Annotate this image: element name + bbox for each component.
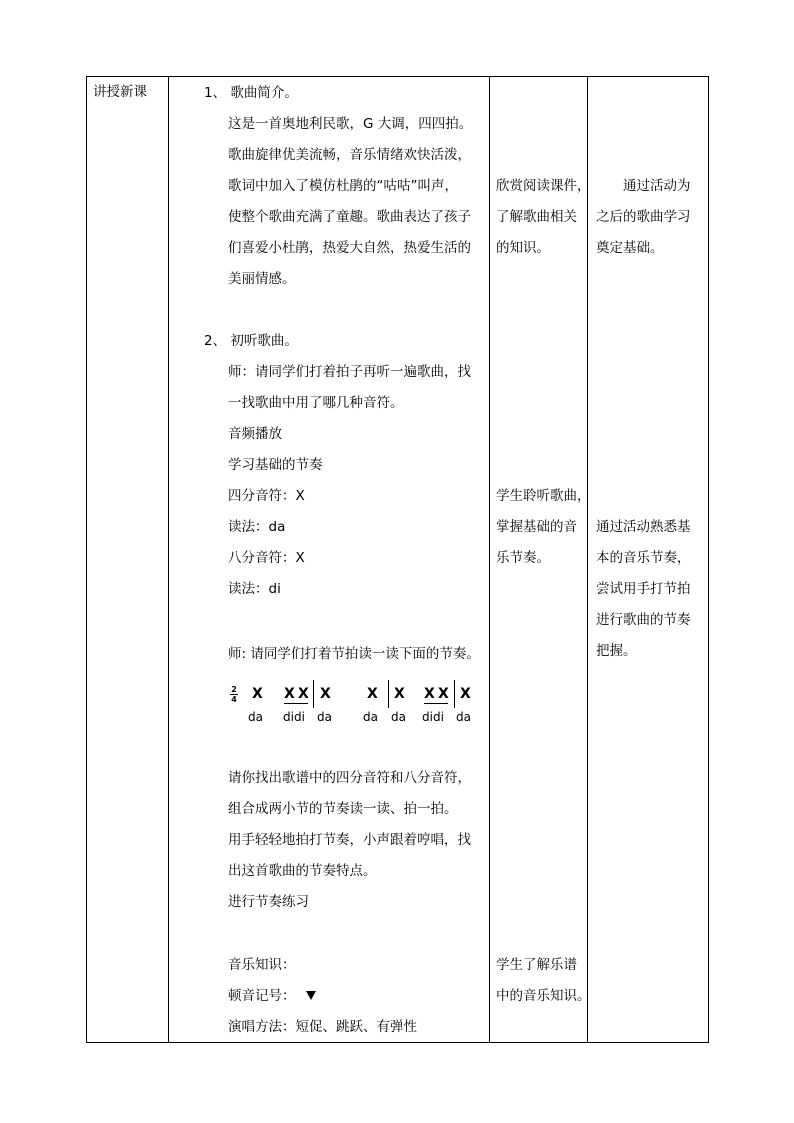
rhythm-syllable: da: [391, 710, 406, 724]
staccato-label: 顿音记号：: [228, 988, 296, 1004]
intro-line: 使整个歌曲充满了童趣。歌曲表达了孩子: [228, 209, 471, 225]
rhythm-syllable: didi: [283, 710, 305, 724]
rhythm-note: X: [252, 686, 263, 702]
intro-line: 们喜爱小杜鹃，热爱大自然，热爱生活的: [228, 240, 471, 256]
stage-label: 讲授新课: [93, 84, 147, 100]
rhythm-note: X: [424, 686, 435, 702]
listen-line: 师：请同学们打着拍子再听一遍歌曲，找: [228, 364, 471, 380]
rhythm-note: X: [438, 686, 449, 702]
rhythm-note: X: [394, 686, 405, 702]
bar-line: [388, 680, 389, 708]
practice-line: 进行节奏练习: [228, 894, 309, 910]
design-intent-line: 尝试用手打节拍: [596, 581, 691, 597]
stage-cell: [87, 77, 169, 1043]
rhythm-note: X: [298, 686, 309, 702]
design-intent-line: 奠定基础。: [596, 240, 664, 256]
eighth-note-beam: [284, 703, 308, 704]
student-activity-line: 掌握基础的音: [496, 519, 577, 535]
listen-line: 四分音符：X: [228, 488, 305, 504]
section-1-heading: 1、 歌曲简介。: [204, 85, 298, 101]
bar-line: [313, 680, 314, 708]
design-intent-line: 把握。: [596, 643, 637, 659]
eighth-note-beam: [424, 703, 448, 704]
student-activity-line: 欣赏阅读课件，: [496, 178, 591, 194]
listen-line: 读法：da: [228, 519, 286, 535]
listen-line: 学习基础的节奏: [228, 457, 323, 473]
intro-line: 歌词中加入了模仿杜鹃的“咕咕”叫声，: [228, 178, 458, 194]
intro-line: 美丽情感。: [228, 271, 296, 287]
rhythm-syllable: da: [248, 710, 263, 724]
design-intent-line: 进行歌曲的节奏: [596, 612, 691, 628]
rhythm-syllable: didi: [422, 710, 444, 724]
music-knowledge-heading: 音乐知识：: [228, 957, 296, 973]
practice-line: 组合成两小节的节奏读一读、拍一拍。: [228, 801, 458, 817]
student-activity-line: 中的音乐知识。: [496, 988, 591, 1004]
rhythm-note: X: [320, 686, 331, 702]
bar-line: [454, 680, 455, 708]
practice-line: 出这首歌曲的节奏特点。: [228, 863, 377, 879]
listen-line: 音频播放: [228, 426, 282, 442]
rhythm-syllable: da: [456, 710, 471, 724]
listen-line: 读法：di: [228, 581, 281, 597]
listen-line: 一找歌曲中用了哪几种音符。: [228, 395, 404, 411]
rhythm-notation: [228, 678, 488, 728]
rhythm-syllable: da: [363, 710, 378, 724]
teacher-rhythm-instruction: 师: 请同学们打着节拍读一读下面的节奏。: [228, 646, 480, 662]
design-intent-line: 本的音乐节奏，: [596, 550, 691, 566]
design-intent-line: 通过活动为: [623, 178, 691, 194]
rhythm-note: X: [284, 686, 295, 702]
intro-line: 这是一首奥地利民歌，G 大调，四四拍。: [228, 116, 473, 132]
staccato-triangle-icon: [306, 991, 316, 1000]
rhythm-note: X: [460, 686, 471, 702]
singing-method: 演唱方法：短促、跳跃、有弹性: [228, 1019, 417, 1035]
student-activity-line: 了解歌曲相关: [496, 209, 577, 225]
student-activity-line: 的知识。: [496, 240, 550, 256]
design-intent-line: 之后的歌曲学习: [596, 209, 691, 225]
listen-line: 八分音符：X: [228, 550, 305, 566]
practice-line: 请你找出歌谱中的四分音符和八分音符，: [228, 770, 471, 786]
section-2-heading: 2、 初听歌曲。: [204, 333, 298, 349]
student-activity-line: 学生了解乐谱: [496, 957, 577, 973]
student-activity-line: 乐节奏。: [496, 550, 550, 566]
rhythm-note: X: [367, 686, 378, 702]
time-signature: 2 4: [231, 685, 237, 704]
practice-line: 用手轻轻地拍打节奏，小声跟着哼唱，找: [228, 832, 471, 848]
intro-line: 歌曲旋律优美流畅，音乐情绪欢快活泼，: [228, 147, 471, 163]
rhythm-syllable: da: [317, 710, 332, 724]
design-intent-line: 通过活动熟悉基: [596, 519, 691, 535]
student-activity-line: 学生聆听歌曲，: [496, 488, 591, 504]
